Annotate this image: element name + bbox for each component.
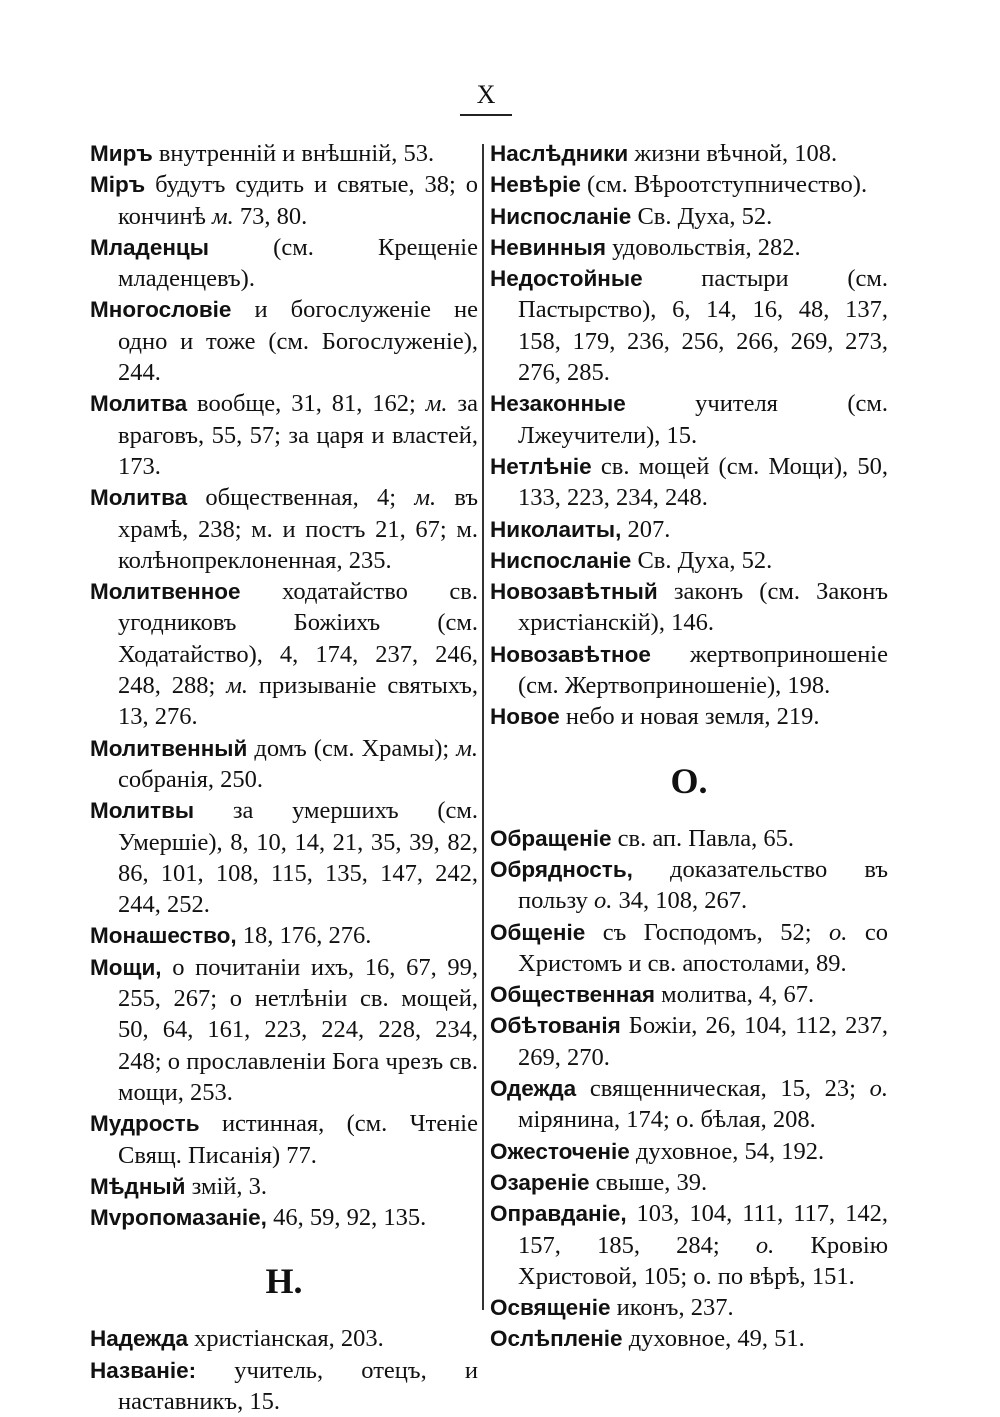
entry-headword: Обѣтованія xyxy=(490,1013,621,1039)
entry-text: 46, 59, 92, 135. xyxy=(266,1204,427,1232)
entry-text: духовное, 54, 192. xyxy=(629,1137,825,1165)
entry-text: Св. Духа, 52. xyxy=(631,202,773,230)
entry-headword: Незаконные xyxy=(490,391,626,417)
entry-text-tail: за враговъ, 55, 57; за царя и властей, 173. xyxy=(118,390,478,480)
index-entry xyxy=(490,1073,888,1136)
entry-headword: Николаиты, xyxy=(490,516,622,542)
entry-headword: Молитвенное xyxy=(90,579,241,605)
entry-headword: Освященіе xyxy=(490,1295,611,1321)
entry-headword: Новозавѣтный xyxy=(490,579,658,605)
entry-headword: Ослѣпленіе xyxy=(490,1326,623,1352)
entry-abbrev: о. xyxy=(829,918,848,946)
index-entry xyxy=(90,576,478,732)
entry-headword: Недостойные xyxy=(490,266,643,292)
entry-abbrev: о. xyxy=(755,1231,775,1259)
index-entry xyxy=(490,263,888,388)
index-entry xyxy=(90,1355,478,1417)
section-letter: О. xyxy=(670,760,708,801)
entry-headword: Молитва xyxy=(90,391,188,417)
index-entry xyxy=(490,639,888,702)
index-entry xyxy=(490,1167,888,1198)
entry-text: вообще, 31, 81, 162; xyxy=(187,390,426,418)
index-entry xyxy=(490,1323,888,1354)
right-column xyxy=(490,138,888,1355)
index-entry xyxy=(90,1108,478,1171)
entry-text: Св. Духа, 52. xyxy=(631,546,773,574)
entry-text-tail: призываніе святыхъ, 13, 276. xyxy=(118,672,478,731)
entry-abbrev: о. xyxy=(593,887,613,915)
entry-headword: Невинныя xyxy=(490,234,606,260)
entry-abbrev: м. xyxy=(212,202,234,230)
entry-text: ходатайство св. угодниковъ Божіихъ (см. Ходатайство), 4, 174, 237, 246, 248, 288; xyxy=(118,578,478,700)
index-entry xyxy=(90,952,478,1108)
entry-headword: Ниспосланіе xyxy=(490,203,632,229)
entry-text-tail: собранія, 250. xyxy=(118,765,264,793)
entry-text: змій, 3. xyxy=(185,1172,267,1200)
entry-abbrev: м. xyxy=(226,672,248,700)
entry-headword: Наслѣдники xyxy=(490,141,629,166)
entry-headword: Мощи, xyxy=(90,954,162,980)
entry-headword: Многословіе xyxy=(90,297,232,323)
index-entry xyxy=(490,701,888,732)
index-entry xyxy=(90,1171,478,1202)
entry-headword: Обрядность, xyxy=(490,856,633,882)
index-entry xyxy=(490,451,888,514)
page-number-rule xyxy=(460,114,512,116)
entry-text: учителя (см. Лжеучители), 15. xyxy=(518,390,888,449)
entry-text: иконъ, 237. xyxy=(610,1294,734,1322)
entry-text: о почитаніи ихъ, 16, 67, 99, 255, 267; о нетлѣніи св. мощей, 50, 64, 161, 223, 224, 228, 234, 248; о прославленіи Бога чрезъ св. мощи, 253. xyxy=(118,953,478,1106)
index-entry xyxy=(90,138,478,169)
entry-headword: Оправданіе, xyxy=(490,1201,627,1227)
entry-headword: Озареніе xyxy=(490,1169,590,1195)
entry-text: 207. xyxy=(621,515,671,543)
index-entry xyxy=(90,388,478,482)
entry-text: за умершихъ (см. Умершіе), 8, 10, 14, 21, 35, 39, 82, 86, 101, 108, 115, 135, 147, 242, 244, 252. xyxy=(118,797,478,919)
entry-text: домъ (см. Храмы); xyxy=(247,734,457,762)
entry-text: священническая, 15, 23; xyxy=(576,1075,870,1103)
entry-headword: Молитва xyxy=(90,485,188,511)
entry-text: учитель, отецъ, и наставникъ, 15. xyxy=(118,1356,478,1415)
entry-headword: Монашество, xyxy=(90,923,237,949)
index-entry xyxy=(90,232,478,295)
entry-headword: Мѣдный xyxy=(90,1173,186,1199)
index-entry xyxy=(90,920,478,951)
index-entry xyxy=(490,1136,888,1167)
entry-headword: Ниспосланіе xyxy=(490,547,632,573)
entry-text: св. мощей (см. Мощи), 50, 133, 223, 234, 248. xyxy=(518,452,888,512)
left-column xyxy=(90,138,478,1417)
index-entry xyxy=(490,823,888,854)
entry-text: истинная, (см. Чтеніе Свящ. Писанія) 77. xyxy=(118,1110,478,1169)
entry-text: жертвоприношеніе (см. Жертвоприношеніе), 198. xyxy=(518,640,888,700)
entry-text: законъ (см. Законъ христіанскій), 146. xyxy=(518,578,888,637)
entry-abbrev: о. xyxy=(869,1075,888,1103)
index-entry xyxy=(90,733,478,796)
index-entry xyxy=(490,232,888,263)
index-entry xyxy=(490,388,888,451)
entry-abbrev: м. xyxy=(425,390,448,418)
entry-text: будутъ судить и святые, 38; о кончинѣ xyxy=(118,171,478,230)
entry-abbrev: м. xyxy=(456,734,478,762)
entry-text-tail: мірянина, 174; о. бѣлая, 208. xyxy=(518,1106,816,1134)
entry-text: небо и новая земля, 219. xyxy=(559,703,820,731)
entry-headword: Новозавѣтное xyxy=(490,641,651,667)
entry-headword: Общественная xyxy=(490,982,656,1008)
entry-text: молитва, 4, 67. xyxy=(655,981,815,1009)
entry-text: жизни вѣчной, 108. xyxy=(628,140,838,167)
entry-headword: Мудрость xyxy=(90,1111,200,1137)
index-entry xyxy=(90,169,478,232)
entry-headword: Миръ xyxy=(90,141,153,166)
entry-text: доказательство въ пользу xyxy=(518,855,888,915)
entry-headword: Невѣріе xyxy=(490,172,581,198)
index-entry xyxy=(490,1292,888,1323)
entry-headword: Младенцы xyxy=(90,234,209,260)
entry-abbrev: м. xyxy=(414,484,437,512)
entry-text-tail: со Христомъ и св. апостолами, 89. xyxy=(518,918,889,977)
index-entry xyxy=(90,482,478,576)
entry-text-tail: 34, 108, 267. xyxy=(612,887,748,915)
index-entry xyxy=(490,917,888,980)
entry-headword: Молитвы xyxy=(90,798,195,824)
entry-text: свыше, 39. xyxy=(589,1168,708,1196)
entry-headword: Обращеніе xyxy=(490,825,612,851)
index-entry xyxy=(490,854,888,917)
index-entry xyxy=(490,138,888,169)
entry-headword: Нетлѣніе xyxy=(490,453,592,479)
entry-text-tail: Кровію Христовой, 105; о. по вѣрѣ, 151. xyxy=(518,1231,888,1290)
entry-text: Божіи, 26, 104, 112, 237, 269, 270. xyxy=(518,1012,888,1071)
entry-text: удовольствія, 282. xyxy=(605,233,801,261)
entry-text-tail: 73, 80. xyxy=(233,202,308,230)
section-letter: Н. xyxy=(265,1261,303,1302)
index-entry xyxy=(490,169,888,200)
entry-headword: Ожесточеніе xyxy=(490,1138,630,1164)
index-entry xyxy=(90,1323,478,1354)
index-entry xyxy=(490,514,888,545)
index-entry xyxy=(490,1198,888,1292)
entry-headword: Новое xyxy=(490,704,560,730)
entry-headword: Общеніе xyxy=(490,919,586,945)
index-entry xyxy=(490,979,888,1010)
entry-headword: Надежда xyxy=(90,1326,189,1352)
entry-headword: Одежда xyxy=(490,1076,577,1102)
entry-text: общественная, 4; xyxy=(187,484,415,512)
entry-text: св. ап. Павла, 65. xyxy=(611,824,795,852)
entry-text: (см. Крещеніе младенцевъ). xyxy=(118,233,478,293)
entry-text: 18, 176, 276. xyxy=(236,922,372,950)
entry-text-tail: въ храмѣ, 238; м. и постъ 21, 67; м. колѣнопреклоненная, 235. xyxy=(118,484,478,574)
page-number: X xyxy=(476,80,496,109)
index-entry xyxy=(490,1010,888,1073)
entry-headword: Молитвенный xyxy=(90,735,248,761)
entry-text: съ Господомъ, 52; xyxy=(585,918,830,946)
entry-text: и богослуженіе не одно и тоже (см. Богослуженіе), 244. xyxy=(118,296,478,387)
index-entry xyxy=(90,795,478,920)
column-divider xyxy=(482,144,484,1310)
entry-text: внутренній и внѣшній, 53. xyxy=(152,140,435,167)
entry-text: 103, 104, 111, 117, 142, 157, 185, 284; xyxy=(518,1200,888,1259)
entry-text: пастыри (см. Пастырство), 6, 14, 16, 48, 137, 158, 179, 236, 256, 266, 269, 273, 276, 285. xyxy=(518,265,888,387)
index-entry xyxy=(90,1202,478,1233)
entry-headword: Міръ xyxy=(90,172,146,198)
index-entry xyxy=(490,201,888,232)
entry-headword: Мvропомазаніе, xyxy=(90,1205,267,1231)
index-entry xyxy=(490,576,888,639)
index-entry xyxy=(90,294,478,388)
index-entry xyxy=(490,545,888,576)
entry-text: (см. Вѣроотступничество). xyxy=(580,171,868,199)
entry-text: христіанская, 203. xyxy=(188,1325,384,1353)
entry-text: духовное, 49, 51. xyxy=(622,1325,805,1353)
entry-headword: Названіе: xyxy=(90,1357,197,1383)
